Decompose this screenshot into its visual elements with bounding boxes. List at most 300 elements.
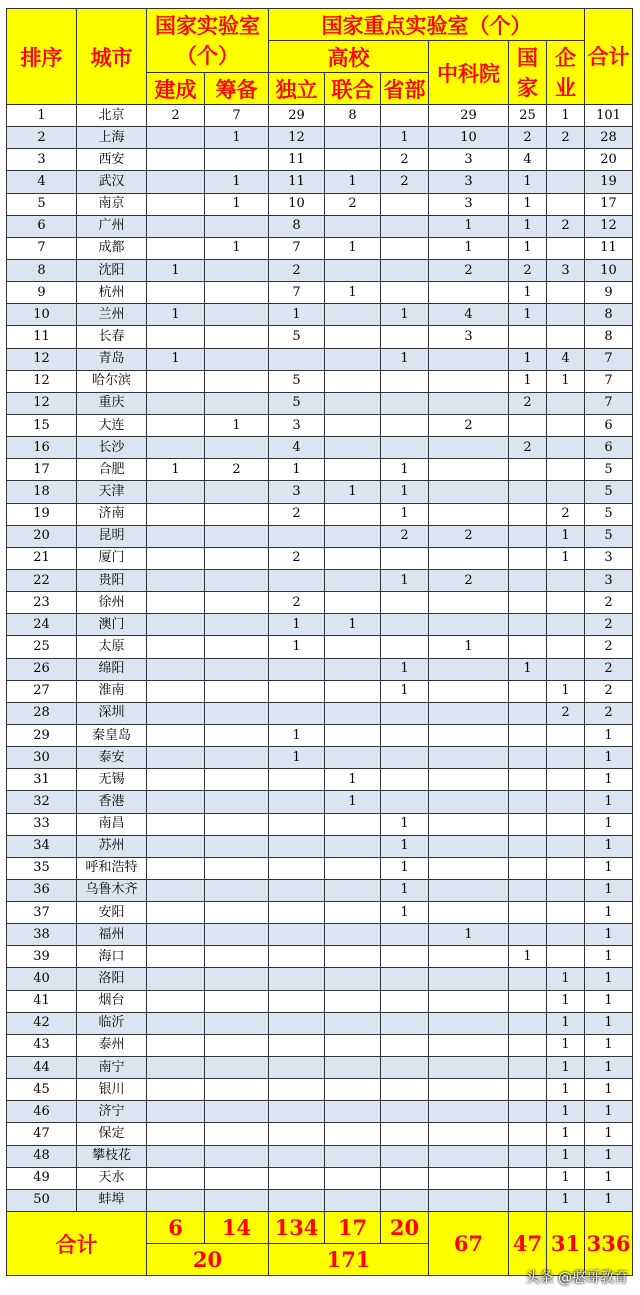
row-provincial: [381, 370, 429, 392]
row-city: 蚌埠: [77, 1189, 147, 1211]
row-rank: 28: [7, 702, 77, 724]
table-row: [7, 1034, 633, 1056]
header-prep: 筹备: [205, 73, 269, 105]
row-national: [509, 968, 547, 990]
row-independent: [269, 1189, 325, 1211]
row-independent: [269, 902, 325, 924]
row-enterprise: [547, 924, 585, 946]
row-joint: [325, 857, 381, 879]
row-provincial: [381, 1012, 429, 1034]
row-national: [509, 1101, 547, 1123]
row-rank: 26: [7, 658, 77, 680]
row-enterprise: 1: [547, 1123, 585, 1145]
row-rank: 30: [7, 747, 77, 769]
row-provincial: [381, 547, 429, 569]
row-national: [509, 1034, 547, 1056]
row-national: [509, 990, 547, 1012]
row-total: 1: [585, 1057, 633, 1079]
row-independent: 29: [269, 105, 325, 127]
row-joint: [325, 1079, 381, 1101]
row-built: [147, 680, 205, 702]
row-total: 7: [585, 370, 633, 392]
row-independent: [269, 1079, 325, 1101]
row-total: 9: [585, 282, 633, 304]
row-city: 北京: [77, 105, 147, 127]
row-cas: 2: [429, 414, 509, 436]
row-built: [147, 326, 205, 348]
row-prep: [205, 149, 269, 171]
row-national: [509, 1012, 547, 1034]
row-enterprise: [547, 724, 585, 746]
row-rank: 8: [7, 259, 77, 281]
row-total: 28: [585, 127, 633, 149]
row-enterprise: [547, 835, 585, 857]
row-rank: 21: [7, 547, 77, 569]
totals-university-sum: 171: [269, 1244, 429, 1276]
row-city: 攀枝花: [77, 1145, 147, 1167]
row-rank: 47: [7, 1123, 77, 1145]
row-cas: [429, 658, 509, 680]
row-national: [509, 481, 547, 503]
row-built: [147, 282, 205, 304]
row-provincial: [381, 1079, 429, 1101]
row-rank: 17: [7, 459, 77, 481]
totals-national: 47: [509, 1212, 547, 1276]
row-prep: [205, 1101, 269, 1123]
table-row: [7, 193, 633, 215]
row-rank: 16: [7, 437, 77, 459]
table-row: [7, 1189, 633, 1211]
row-total: 8: [585, 326, 633, 348]
row-total: 7: [585, 348, 633, 370]
row-joint: 1: [325, 481, 381, 503]
row-provincial: 1: [381, 658, 429, 680]
table-row: [7, 702, 633, 724]
row-national: [509, 835, 547, 857]
row-built: [147, 547, 205, 569]
row-national: 1: [509, 348, 547, 370]
row-city: 天水: [77, 1167, 147, 1189]
row-cas: 10: [429, 127, 509, 149]
row-provincial: 1: [381, 813, 429, 835]
row-prep: [205, 1079, 269, 1101]
row-cas: [429, 1079, 509, 1101]
row-built: [147, 592, 205, 614]
table-row: [7, 813, 633, 835]
table-row: [7, 924, 633, 946]
row-provincial: [381, 1101, 429, 1123]
row-enterprise: [547, 481, 585, 503]
row-joint: [325, 215, 381, 237]
row-provincial: 1: [381, 902, 429, 924]
row-total: 8: [585, 304, 633, 326]
row-total: 11: [585, 237, 633, 259]
row-national: [509, 1145, 547, 1167]
row-prep: [205, 835, 269, 857]
row-city: 烟台: [77, 990, 147, 1012]
row-provincial: [381, 237, 429, 259]
row-joint: [325, 813, 381, 835]
row-joint: [325, 326, 381, 348]
row-city: 临沂: [77, 1012, 147, 1034]
totals-grand-total: 336: [585, 1212, 633, 1276]
row-independent: 3: [269, 481, 325, 503]
row-national: 1: [509, 237, 547, 259]
row-national: [509, 326, 547, 348]
row-built: [147, 924, 205, 946]
row-built: [147, 481, 205, 503]
row-national: [509, 769, 547, 791]
row-provincial: [381, 105, 429, 127]
table-row: [7, 237, 633, 259]
table-row: [7, 1057, 633, 1079]
row-provincial: 2: [381, 525, 429, 547]
row-rank: 25: [7, 636, 77, 658]
row-joint: [325, 680, 381, 702]
row-total: 3: [585, 547, 633, 569]
row-provincial: [381, 990, 429, 1012]
row-city: 长春: [77, 326, 147, 348]
table-body: [7, 105, 633, 1212]
row-prep: 2: [205, 459, 269, 481]
table-row: [7, 259, 633, 281]
row-prep: [205, 1123, 269, 1145]
row-city: 沈阳: [77, 259, 147, 281]
row-total: 101: [585, 105, 633, 127]
row-joint: [325, 747, 381, 769]
row-national: 2: [509, 437, 547, 459]
row-city: 洛阳: [77, 968, 147, 990]
row-independent: 1: [269, 747, 325, 769]
row-provincial: [381, 769, 429, 791]
row-independent: [269, 1145, 325, 1167]
row-independent: [269, 879, 325, 901]
row-provincial: [381, 193, 429, 215]
row-provincial: [381, 1145, 429, 1167]
row-total: 2: [585, 614, 633, 636]
row-joint: [325, 414, 381, 436]
row-independent: [269, 835, 325, 857]
row-total: 6: [585, 414, 633, 436]
row-national: [509, 414, 547, 436]
row-total: 1: [585, 1079, 633, 1101]
header-provincial: 省部: [381, 73, 429, 105]
row-total: 1: [585, 1189, 633, 1211]
row-joint: 1: [325, 614, 381, 636]
row-national: [509, 503, 547, 525]
row-national: [509, 1189, 547, 1211]
row-joint: [325, 437, 381, 459]
row-joint: 1: [325, 769, 381, 791]
table-row: [7, 946, 633, 968]
row-cas: [429, 503, 509, 525]
row-cas: 4: [429, 304, 509, 326]
row-cas: [429, 592, 509, 614]
row-joint: [325, 1167, 381, 1189]
row-rank: 42: [7, 1012, 77, 1034]
row-rank: 44: [7, 1057, 77, 1079]
table-row: [7, 503, 633, 525]
row-independent: [269, 1034, 325, 1056]
row-city: 合肥: [77, 459, 147, 481]
row-total: 5: [585, 459, 633, 481]
row-prep: 1: [205, 193, 269, 215]
table-row: [7, 414, 633, 436]
row-city: 重庆: [77, 392, 147, 414]
row-national: 2: [509, 259, 547, 281]
row-rank: 1: [7, 105, 77, 127]
row-city: 杭州: [77, 282, 147, 304]
row-rank: 4: [7, 171, 77, 193]
row-total: 1: [585, 902, 633, 924]
row-rank: 9: [7, 282, 77, 304]
row-provincial: 1: [381, 459, 429, 481]
row-prep: [205, 503, 269, 525]
row-joint: [325, 1145, 381, 1167]
row-independent: 5: [269, 326, 325, 348]
row-total: 2: [585, 680, 633, 702]
row-prep: [205, 215, 269, 237]
row-provincial: 1: [381, 680, 429, 702]
row-prep: [205, 481, 269, 503]
header-total: 合计: [585, 9, 633, 105]
row-total: 1: [585, 1034, 633, 1056]
row-enterprise: [547, 747, 585, 769]
row-total: 12: [585, 215, 633, 237]
row-national: 1: [509, 658, 547, 680]
row-city: 秦皇岛: [77, 724, 147, 746]
row-built: 1: [147, 259, 205, 281]
row-rank: 36: [7, 879, 77, 901]
row-prep: [205, 259, 269, 281]
row-cas: 3: [429, 171, 509, 193]
row-total: 1: [585, 1145, 633, 1167]
row-rank: 11: [7, 326, 77, 348]
row-provincial: [381, 1034, 429, 1056]
table-row: [7, 481, 633, 503]
row-joint: [325, 724, 381, 746]
row-enterprise: [547, 237, 585, 259]
row-prep: [205, 437, 269, 459]
row-joint: 1: [325, 171, 381, 193]
row-joint: [325, 259, 381, 281]
row-enterprise: 2: [547, 215, 585, 237]
row-joint: [325, 127, 381, 149]
row-built: [147, 902, 205, 924]
row-enterprise: [547, 304, 585, 326]
row-city: 兰州: [77, 304, 147, 326]
row-city: 广州: [77, 215, 147, 237]
row-city: 昆明: [77, 525, 147, 547]
row-provincial: [381, 1123, 429, 1145]
row-enterprise: [547, 769, 585, 791]
row-rank: 40: [7, 968, 77, 990]
row-prep: 1: [205, 414, 269, 436]
row-provincial: 2: [381, 171, 429, 193]
row-prep: [205, 569, 269, 591]
row-independent: [269, 348, 325, 370]
row-city: 澳门: [77, 614, 147, 636]
table-row: [7, 569, 633, 591]
table-row: [7, 215, 633, 237]
row-joint: [325, 636, 381, 658]
row-city: 无锡: [77, 769, 147, 791]
row-rank: 20: [7, 525, 77, 547]
table-row: [7, 791, 633, 813]
row-provincial: [381, 326, 429, 348]
row-prep: [205, 392, 269, 414]
row-independent: 5: [269, 370, 325, 392]
row-joint: [325, 149, 381, 171]
table-row: [7, 326, 633, 348]
row-total: 1: [585, 1167, 633, 1189]
row-independent: 10: [269, 193, 325, 215]
row-provincial: 1: [381, 127, 429, 149]
row-rank: 3: [7, 149, 77, 171]
table-row: [7, 968, 633, 990]
row-built: 1: [147, 304, 205, 326]
table-row: [7, 171, 633, 193]
row-enterprise: 1: [547, 1189, 585, 1211]
row-city: 厦门: [77, 547, 147, 569]
totals-provincial: 20: [381, 1212, 429, 1244]
row-national: 1: [509, 304, 547, 326]
row-independent: [269, 702, 325, 724]
row-city: 南昌: [77, 813, 147, 835]
row-built: [147, 946, 205, 968]
row-provincial: [381, 1167, 429, 1189]
row-joint: [325, 879, 381, 901]
row-enterprise: 1: [547, 105, 585, 127]
row-city: 贵阳: [77, 569, 147, 591]
row-provincial: [381, 702, 429, 724]
table-row: [7, 1012, 633, 1034]
row-independent: 1: [269, 614, 325, 636]
table-row: [7, 902, 633, 924]
row-built: [147, 569, 205, 591]
row-national: 2: [509, 127, 547, 149]
row-cas: [429, 348, 509, 370]
table-row: [7, 1145, 633, 1167]
row-prep: 1: [205, 237, 269, 259]
row-provincial: 1: [381, 503, 429, 525]
row-city: 福州: [77, 924, 147, 946]
row-national: 1: [509, 193, 547, 215]
row-rank: 12: [7, 370, 77, 392]
row-prep: [205, 924, 269, 946]
row-rank: 50: [7, 1189, 77, 1211]
row-cas: [429, 1123, 509, 1145]
row-provincial: [381, 215, 429, 237]
row-joint: [325, 924, 381, 946]
row-built: [147, 1101, 205, 1123]
row-national: [509, 547, 547, 569]
row-prep: [205, 813, 269, 835]
row-independent: 12: [269, 127, 325, 149]
row-cas: [429, 835, 509, 857]
row-joint: [325, 348, 381, 370]
row-enterprise: [547, 946, 585, 968]
row-independent: 11: [269, 149, 325, 171]
watermark: 头条 @憨哥教育: [525, 1270, 628, 1286]
row-rank: 5: [7, 193, 77, 215]
row-joint: [325, 503, 381, 525]
row-rank: 32: [7, 791, 77, 813]
row-enterprise: 1: [547, 968, 585, 990]
row-national: 1: [509, 946, 547, 968]
row-cas: [429, 990, 509, 1012]
row-enterprise: [547, 569, 585, 591]
row-city: 淮南: [77, 680, 147, 702]
row-prep: [205, 791, 269, 813]
row-rank: 18: [7, 481, 77, 503]
row-rank: 38: [7, 924, 77, 946]
row-prep: [205, 769, 269, 791]
row-independent: 11: [269, 171, 325, 193]
row-built: [147, 149, 205, 171]
row-provincial: [381, 1189, 429, 1211]
row-built: [147, 127, 205, 149]
totals-label: 合计: [7, 1212, 147, 1276]
row-enterprise: [547, 813, 585, 835]
row-independent: 1: [269, 304, 325, 326]
row-joint: [325, 658, 381, 680]
row-built: [147, 1167, 205, 1189]
row-cas: [429, 1101, 509, 1123]
table-row: [7, 149, 633, 171]
row-national: [509, 1167, 547, 1189]
row-national: [509, 1079, 547, 1101]
row-independent: [269, 857, 325, 879]
row-rank: 48: [7, 1145, 77, 1167]
row-total: 17: [585, 193, 633, 215]
row-built: [147, 503, 205, 525]
row-joint: [325, 1057, 381, 1079]
row-independent: [269, 1123, 325, 1145]
row-total: 1: [585, 879, 633, 901]
header-joint: 联合: [325, 73, 381, 105]
row-cas: [429, 680, 509, 702]
table-row: [7, 835, 633, 857]
table-row: [7, 348, 633, 370]
row-prep: [205, 902, 269, 924]
table-row: [7, 747, 633, 769]
row-national: 25: [509, 105, 547, 127]
row-independent: 1: [269, 459, 325, 481]
table-row: [7, 1167, 633, 1189]
row-cas: [429, 791, 509, 813]
row-city: 成都: [77, 237, 147, 259]
row-prep: [205, 326, 269, 348]
table-row: [7, 680, 633, 702]
row-independent: 1: [269, 636, 325, 658]
row-joint: [325, 990, 381, 1012]
row-prep: [205, 1189, 269, 1211]
row-rank: 29: [7, 724, 77, 746]
row-city: 青岛: [77, 348, 147, 370]
row-provincial: [381, 791, 429, 813]
row-independent: [269, 569, 325, 591]
row-rank: 41: [7, 990, 77, 1012]
row-rank: 15: [7, 414, 77, 436]
row-prep: 1: [205, 127, 269, 149]
row-national: [509, 924, 547, 946]
row-cas: [429, 547, 509, 569]
row-built: [147, 1057, 205, 1079]
row-joint: 2: [325, 193, 381, 215]
table-row: [7, 592, 633, 614]
totals-built: 6: [147, 1212, 205, 1244]
